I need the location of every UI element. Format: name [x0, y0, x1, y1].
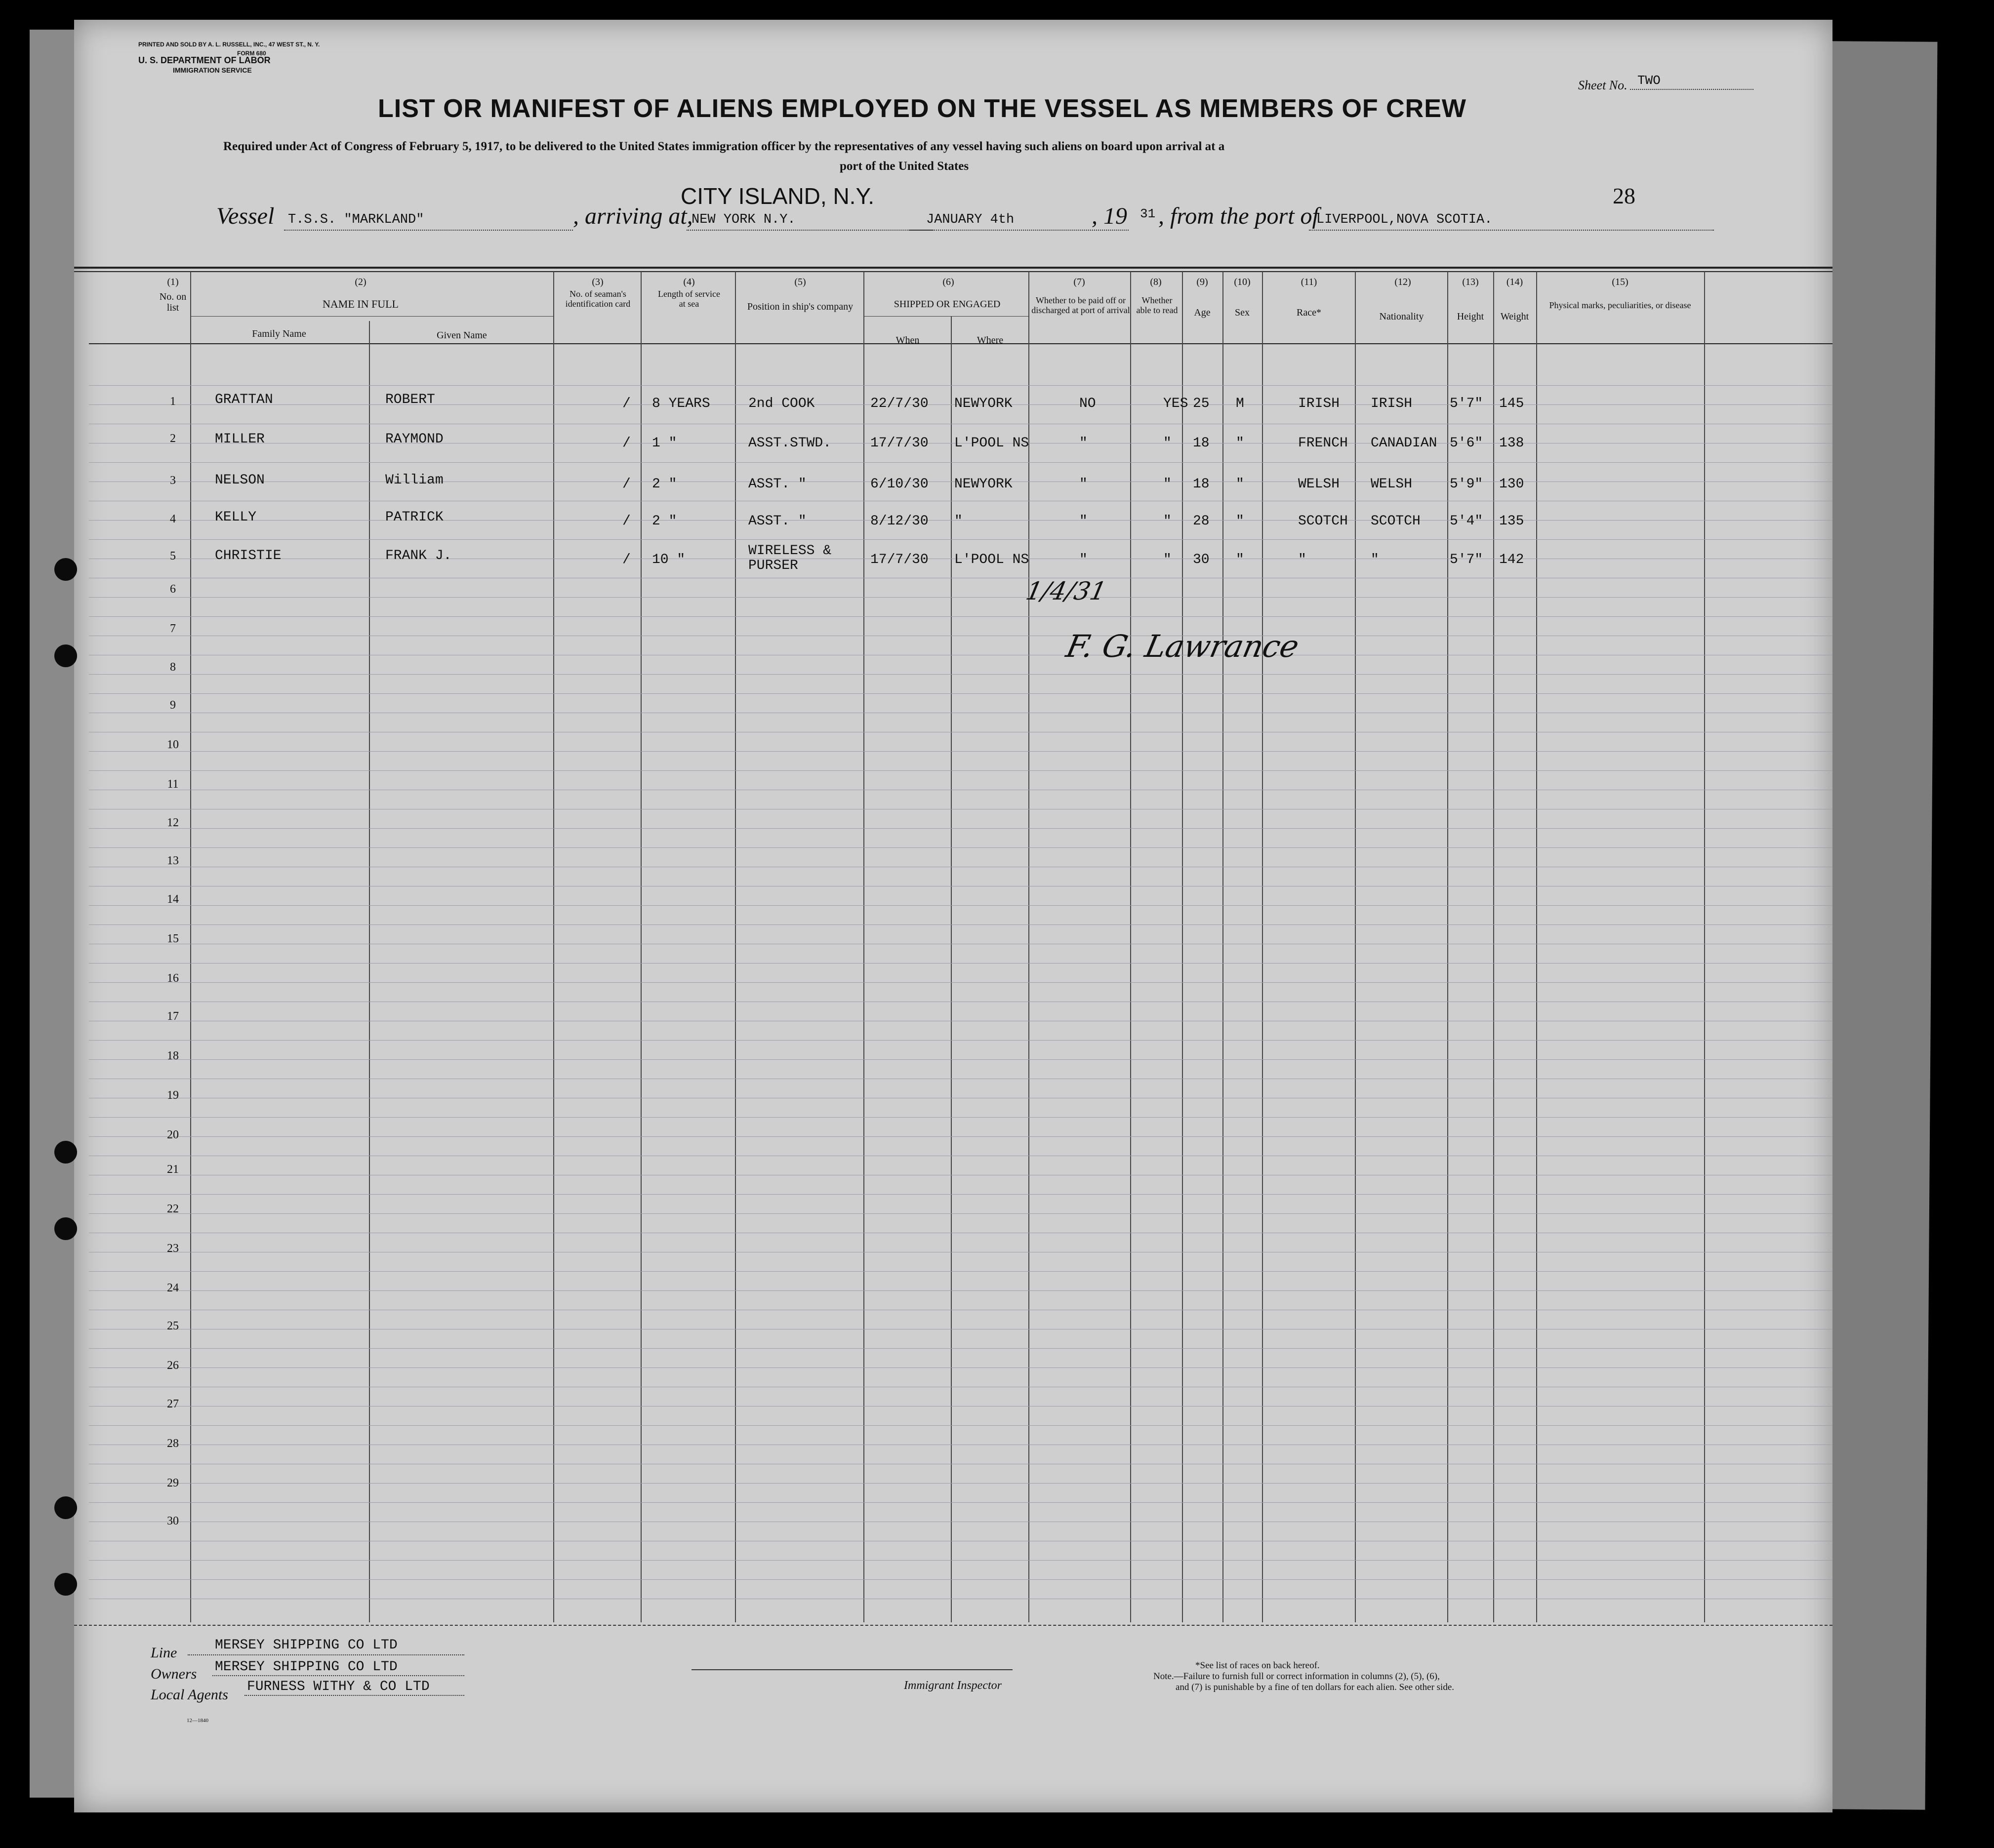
ruled-line — [89, 1040, 1832, 1041]
col-divider — [1536, 272, 1537, 1622]
ruled-line — [89, 924, 1832, 925]
nationality-cell: WELSH — [1371, 477, 1413, 492]
col2-header: NAME IN FULL — [323, 298, 399, 310]
age-cell: 25 — [1193, 396, 1210, 411]
sex-cell: " — [1236, 514, 1244, 529]
col-divider — [735, 272, 736, 1622]
port-label: , from the port of — [1158, 203, 1319, 229]
ruled-line — [89, 828, 1832, 829]
ruled-line — [89, 1502, 1832, 1503]
ruled-line — [89, 616, 1832, 617]
shipped-where-cell: L'POOL NS — [954, 552, 1029, 567]
race-cell: WELSH — [1298, 477, 1340, 492]
age-cell: 18 — [1193, 477, 1210, 492]
col-divider — [190, 272, 191, 1622]
form-number: FORM 680 — [237, 50, 266, 57]
inspector-label: Immigrant Inspector — [904, 1679, 1002, 1692]
paid-off-cell: NO — [1079, 396, 1096, 411]
id-card-cell: / — [622, 514, 631, 529]
vessel-label: Vessel — [216, 203, 275, 229]
col-divider — [1130, 272, 1131, 1622]
shipped-where-cell: NEWYORK — [954, 477, 1013, 492]
vessel-underline — [284, 230, 573, 231]
row-number: 1 — [170, 395, 176, 408]
line-label: Line — [151, 1645, 177, 1661]
family-name-cell: GRATTAN — [215, 392, 273, 407]
row-number: 19 — [167, 1089, 179, 1102]
vessel-name: T.S.S. "MARKLAND" — [288, 212, 424, 227]
ruled-line — [89, 1271, 1832, 1272]
col-divider — [1182, 272, 1183, 1622]
ruled-line — [89, 1117, 1832, 1118]
row-number: 28 — [167, 1437, 179, 1450]
given-name-cell: FRANK J. — [385, 548, 452, 563]
ruled-line — [89, 1560, 1832, 1561]
race-cell: FRENCH — [1298, 436, 1348, 451]
punch-hole — [54, 1496, 77, 1519]
agents-label: Local Agents — [151, 1687, 228, 1703]
position-cell: ASST. " — [748, 514, 807, 529]
ruled-line — [89, 770, 1832, 771]
height-cell: 5'9" — [1450, 477, 1483, 492]
row-number: 16 — [167, 972, 179, 985]
col7-number: (7) — [1073, 277, 1085, 287]
row-number: 8 — [170, 661, 176, 674]
col8-header: Whether able to read — [1136, 295, 1178, 315]
id-card-cell: / — [622, 396, 631, 411]
service-name: IMMIGRATION SERVICE — [173, 66, 252, 74]
col-divider — [641, 272, 642, 1622]
form-subtitle-line2: port of the United States — [840, 160, 969, 173]
table-top-rule-2 — [74, 271, 1832, 272]
shipped-subheader-rule — [863, 316, 1028, 317]
form-title: LIST OR MANIFEST OF ALIENS EMPLOYED ON THE VESSEL AS MEMBERS OF CREW — [378, 94, 1466, 123]
shipped-when-cell: 22/7/30 — [870, 396, 929, 411]
fine-note-2: and (7) is punishable by a fine of ten dollars for each alien. See other side. — [1176, 1682, 1455, 1692]
owners-label: Owners — [151, 1666, 197, 1682]
service-length-cell: 2 " — [652, 514, 677, 529]
inspector-signature: F. G. Lawrance — [1063, 628, 1302, 664]
inspector-signature-line — [692, 1669, 1013, 1670]
family-name-cell: MILLER — [215, 432, 265, 447]
age-cell: 28 — [1193, 514, 1210, 529]
col-divider — [553, 272, 554, 1622]
given-name-cell: RAYMOND — [385, 432, 444, 447]
ruled-line — [89, 751, 1832, 752]
family-name-cell: CHRISTIE — [215, 548, 282, 563]
shipped-when-cell: 8/12/30 — [870, 514, 929, 529]
year-suffix: 31 — [1140, 206, 1156, 221]
col9-number: (9) — [1196, 277, 1208, 287]
position-cell: 2nd COOK — [748, 396, 815, 411]
row-number: 14 — [167, 893, 179, 906]
col1-header: No. on list — [159, 291, 187, 313]
ruled-line — [89, 1425, 1832, 1426]
row-number: 10 — [167, 738, 179, 751]
ruled-line — [89, 1290, 1832, 1291]
col-divider — [1028, 272, 1029, 1622]
service-length-cell: 10 " — [652, 552, 686, 567]
col-divider — [1262, 272, 1263, 1622]
ruled-line — [89, 674, 1832, 675]
row-number: 11 — [167, 778, 179, 791]
page-number: 28 — [1613, 183, 1635, 208]
weight-cell: 145 — [1499, 396, 1524, 411]
weight-cell: 130 — [1499, 477, 1524, 492]
paid-off-cell: " — [1079, 477, 1088, 492]
row-number: 27 — [167, 1398, 179, 1410]
nationality-cell: " — [1371, 552, 1379, 567]
port-underline — [1309, 230, 1714, 231]
punch-hole — [54, 1141, 77, 1164]
height-cell: 5'7" — [1450, 552, 1483, 567]
col3-header: No. of seaman's identification card — [565, 289, 631, 309]
ruled-line — [89, 693, 1832, 694]
col2-family-header: Family Name — [252, 328, 306, 339]
row-number: 20 — [167, 1128, 179, 1141]
col6-where-header: Where — [977, 335, 1004, 346]
height-cell: 5'4" — [1450, 514, 1483, 529]
shipped-when-cell: 6/10/30 — [870, 477, 929, 492]
id-card-cell: / — [622, 477, 631, 492]
id-card-cell: / — [622, 436, 631, 451]
col7-header: Whether to be paid off or discharged at port of arrival — [1031, 295, 1130, 315]
ruled-line — [89, 1367, 1832, 1368]
sheet-number: TWO — [1637, 73, 1661, 88]
row-number: 22 — [167, 1203, 179, 1215]
family-name-cell: KELLY — [215, 510, 257, 525]
col-divider — [1447, 272, 1448, 1622]
sheet-label: Sheet No. — [1578, 78, 1628, 92]
row-number: 4 — [170, 513, 176, 525]
agents-underline — [244, 1695, 464, 1696]
ruled-line — [89, 847, 1832, 848]
col6-number: (6) — [942, 277, 954, 287]
shipped-when-cell: 17/7/30 — [870, 436, 929, 451]
col10-header: Sex — [1235, 307, 1250, 318]
punch-hole — [54, 1217, 77, 1240]
arrival-date: JANUARY 4th — [926, 212, 1015, 227]
row-number: 6 — [170, 583, 176, 596]
race-cell: " — [1298, 552, 1306, 567]
nationality-cell: IRISH — [1371, 396, 1413, 411]
col14-number: (14) — [1506, 277, 1523, 287]
service-length-cell: 2 " — [652, 477, 677, 492]
able-to-read-cell: " — [1163, 436, 1172, 451]
race-cell: IRISH — [1298, 396, 1340, 411]
row-number: 18 — [167, 1049, 179, 1062]
paid-off-cell: " — [1079, 436, 1088, 451]
ruled-line — [89, 385, 1832, 386]
nationality-cell: SCOTCH — [1371, 514, 1421, 529]
service-length-cell: 1 " — [652, 436, 677, 451]
row-number: 7 — [170, 622, 176, 635]
height-cell: 5'6" — [1450, 436, 1483, 451]
ruled-line — [89, 1483, 1832, 1484]
ruled-line — [89, 1579, 1832, 1580]
col4-number: (4) — [683, 277, 695, 287]
col-divider — [1704, 272, 1705, 1622]
sex-cell: " — [1236, 436, 1244, 451]
position-cell: WIRELESS & — [748, 543, 832, 559]
col6-when-header: When — [895, 335, 920, 346]
line-underline — [188, 1654, 464, 1655]
table-top-rule — [74, 267, 1832, 269]
row-number: 23 — [167, 1242, 179, 1255]
weight-cell: 135 — [1499, 514, 1524, 529]
year-prefix: , 19 — [1092, 203, 1127, 229]
nationality-cell: CANADIAN — [1371, 436, 1437, 451]
col-divider — [951, 316, 952, 1622]
shipped-where-cell: " — [954, 514, 963, 529]
row-number: 30 — [167, 1515, 179, 1527]
col15-header: Physical marks, peculiarities, or disease — [1549, 300, 1691, 310]
department-name: U. S. DEPARTMENT OF LABOR — [138, 55, 271, 65]
col-divider — [1222, 272, 1223, 1622]
ruled-line — [89, 1059, 1832, 1060]
races-note: *See list of races on back hereof. — [1195, 1660, 1320, 1671]
ruled-line — [89, 539, 1832, 540]
shipped-where-cell: NEWYORK — [954, 396, 1013, 411]
able-to-read-cell: " — [1163, 477, 1172, 492]
printer-line: PRINTED AND SOLD BY A. L. RUSSELL, INC., 47 WEST ST., N. Y. — [138, 41, 320, 48]
arriving-label: , arriving at, — [573, 203, 693, 229]
punch-hole — [54, 644, 77, 667]
service-length-cell: 8 YEARS — [652, 396, 710, 411]
col-divider — [863, 272, 864, 1622]
family-name-cell: NELSON — [215, 473, 265, 488]
paid-off-cell: " — [1079, 514, 1088, 529]
age-cell: 18 — [1193, 436, 1210, 451]
row-number: 24 — [167, 1282, 179, 1294]
col11-number: (11) — [1301, 277, 1317, 287]
row-number: 13 — [167, 854, 179, 867]
given-name-cell: William — [385, 473, 444, 488]
punch-hole — [54, 558, 77, 581]
col9-header: Age — [1194, 307, 1211, 318]
col4-header: Length of service at sea — [658, 289, 720, 309]
manifest-sheet — [74, 20, 1832, 1812]
col13-header: Height — [1457, 311, 1484, 322]
line-value: MERSEY SHIPPING CO LTD — [215, 1638, 398, 1653]
ruled-line — [89, 1136, 1832, 1137]
height-cell: 5'7" — [1450, 396, 1483, 411]
able-to-read-cell: " — [1163, 514, 1172, 529]
col-divider — [369, 321, 370, 1622]
col12-number: (12) — [1394, 277, 1411, 287]
col3-number: (3) — [592, 277, 604, 287]
sheet-underline — [1630, 89, 1753, 90]
col14-header: Weight — [1500, 311, 1529, 322]
owners-value: MERSEY SHIPPING CO LTD — [215, 1659, 398, 1675]
name-subheader-rule — [190, 316, 553, 317]
ruled-line — [89, 1213, 1832, 1214]
col15-number: (15) — [1612, 277, 1628, 287]
fine-note-1: Note.—Failure to furnish full or correct information in columns (2), (5), (6), — [1153, 1671, 1440, 1682]
arriving-underline — [687, 230, 934, 231]
ruled-line — [89, 963, 1832, 964]
col1-number: (1) — [167, 277, 179, 287]
col5-number: (5) — [794, 277, 806, 287]
col11-header: Race* — [1297, 307, 1321, 318]
row-number: 2 — [170, 432, 176, 445]
id-card-cell: / — [622, 552, 631, 567]
ruled-line — [89, 597, 1832, 598]
col2-number: (2) — [355, 277, 366, 287]
row-number: 5 — [170, 550, 176, 562]
sex-cell: " — [1236, 477, 1244, 492]
shipped-where-cell: L'POOL NS — [954, 436, 1029, 451]
race-cell: SCOTCH — [1298, 514, 1348, 529]
arriving-port: NEW YORK N.Y. — [692, 212, 796, 227]
agents-value: FURNESS WITHY & CO LTD — [247, 1679, 430, 1694]
col13-number: (13) — [1462, 277, 1479, 287]
ruled-line — [89, 982, 1832, 983]
owners-underline — [212, 1675, 464, 1676]
col10-number: (10) — [1234, 277, 1251, 287]
row-number: 12 — [167, 816, 179, 829]
ruled-line — [89, 1348, 1832, 1349]
sex-cell: " — [1236, 552, 1244, 567]
able-to-read-cell: " — [1163, 552, 1172, 567]
ruled-line — [89, 905, 1832, 906]
col-divider — [1355, 272, 1356, 1622]
col8-number: (8) — [1150, 277, 1162, 287]
paid-off-cell: " — [1079, 552, 1088, 567]
row-number: 15 — [167, 932, 179, 945]
position-cell: ASST.STWD. — [748, 436, 832, 451]
date-underline — [909, 230, 1129, 231]
able-to-read-cell: YES — [1163, 396, 1188, 411]
footer-rule — [74, 1625, 1832, 1626]
row-number: 29 — [167, 1477, 179, 1489]
row-number: 25 — [167, 1320, 179, 1332]
row-number: 17 — [167, 1010, 179, 1023]
col12-header: Nationality — [1379, 311, 1424, 322]
given-name-cell: PATRICK — [385, 510, 444, 525]
city-island-stamp: CITY ISLAND, N.Y. — [681, 183, 874, 209]
punch-hole — [54, 1573, 77, 1596]
handwritten-date: 1/4/31 — [1023, 577, 1109, 605]
ruled-line — [89, 462, 1832, 463]
form-code: 12—1840 — [187, 1718, 208, 1724]
col2-given-header: Given Name — [437, 330, 487, 341]
sex-cell: M — [1236, 396, 1244, 411]
position-cell: ASST. " — [748, 477, 807, 492]
form-subtitle-line1: Required under Act of Congress of February 5, 1917, to be delivered to the United States immigration officer by the representatives of any vessel having such aliens on board upon arrival at a — [223, 140, 1225, 153]
shipped-when-cell: 17/7/30 — [870, 552, 929, 567]
col-divider — [1493, 272, 1494, 1622]
weight-cell: 138 — [1499, 436, 1524, 451]
given-name-cell: ROBERT — [385, 392, 435, 407]
departure-port: LIVERPOOL,NOVA SCOTIA. — [1316, 212, 1493, 227]
age-cell: 30 — [1193, 552, 1210, 567]
row-number: 26 — [167, 1359, 179, 1372]
row-number: 9 — [170, 699, 176, 712]
position-cell-line2: PURSER — [748, 558, 798, 573]
weight-cell: 142 — [1499, 552, 1524, 567]
col6-header: SHIPPED OR ENGAGED — [894, 299, 1001, 310]
row-number: 21 — [167, 1163, 179, 1176]
row-number: 3 — [170, 474, 176, 487]
col5-header: Position in ship's company — [747, 301, 854, 312]
ruled-line — [89, 1194, 1832, 1195]
